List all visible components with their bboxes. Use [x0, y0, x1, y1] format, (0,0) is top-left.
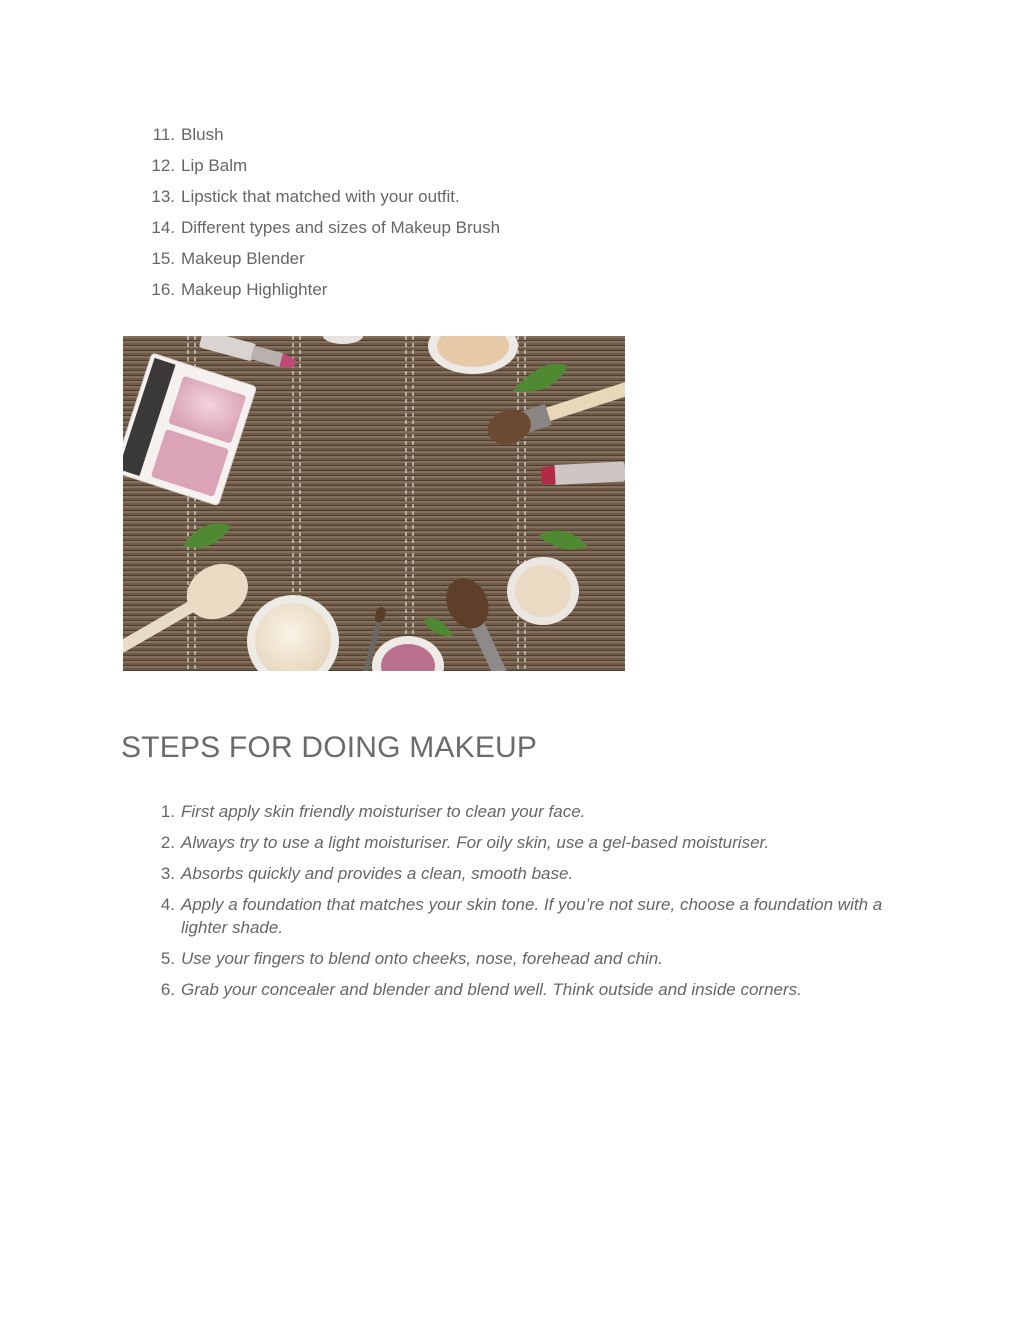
list-number: 15. [151, 249, 175, 268]
list-text: Different types and sizes of Makeup Brush [181, 218, 501, 237]
list-text: Use your fingers to blend onto cheeks, nose, forehead and chin. [181, 949, 663, 968]
list-number: 4. [160, 895, 175, 914]
list-item [0, 123, 901, 154]
list-text: Blush [181, 125, 224, 144]
list-number: 5. [160, 949, 175, 968]
list-item [0, 185, 901, 216]
list-number: 13. [151, 187, 175, 206]
list-item [0, 800, 901, 823]
list-item [0, 947, 901, 970]
steps-list [0, 800, 901, 1009]
list-text: Grab your concealer and blender and blend well. Think outside and inside corners. [181, 980, 802, 999]
list-text: Always try to use a light moisturiser. For oily skin, use a gel-based moisturiser. [181, 833, 770, 852]
list-number: 6. [160, 980, 175, 999]
list-item [0, 893, 901, 939]
list-item [0, 978, 901, 1001]
list-number: 11. [152, 125, 175, 144]
list-item [0, 247, 901, 278]
list-text: Apply a foundation that matches your skin tone. If you’re not sure, choose a foundation with a lighter shade. [181, 895, 883, 937]
list-number: 1. [160, 802, 175, 821]
list-text: Makeup Blender [181, 249, 305, 268]
list-number: 16. [151, 280, 175, 299]
list-number: 12. [151, 156, 175, 175]
list-number: 14. [151, 218, 175, 237]
list-item [0, 862, 901, 885]
list-text: Lip Balm [181, 156, 248, 175]
list-text: Makeup Highlighter [181, 280, 328, 299]
list-text: Lipstick that matched with your outfit. [181, 187, 460, 206]
materials-list [0, 123, 901, 309]
list-number: 2. [160, 833, 175, 852]
page-title: STEPS FOR DOING MAKEUP [121, 731, 538, 764]
list-text: Absorbs quickly and provides a clean, smooth base. [181, 864, 574, 883]
list-number: 3. [160, 864, 175, 883]
list-item [0, 216, 901, 247]
makeup-products-photo [123, 336, 625, 671]
list-text: First apply skin friendly moisturiser to clean your face. [181, 802, 586, 821]
list-item [0, 831, 901, 854]
list-item [0, 278, 901, 309]
list-item [0, 154, 901, 185]
